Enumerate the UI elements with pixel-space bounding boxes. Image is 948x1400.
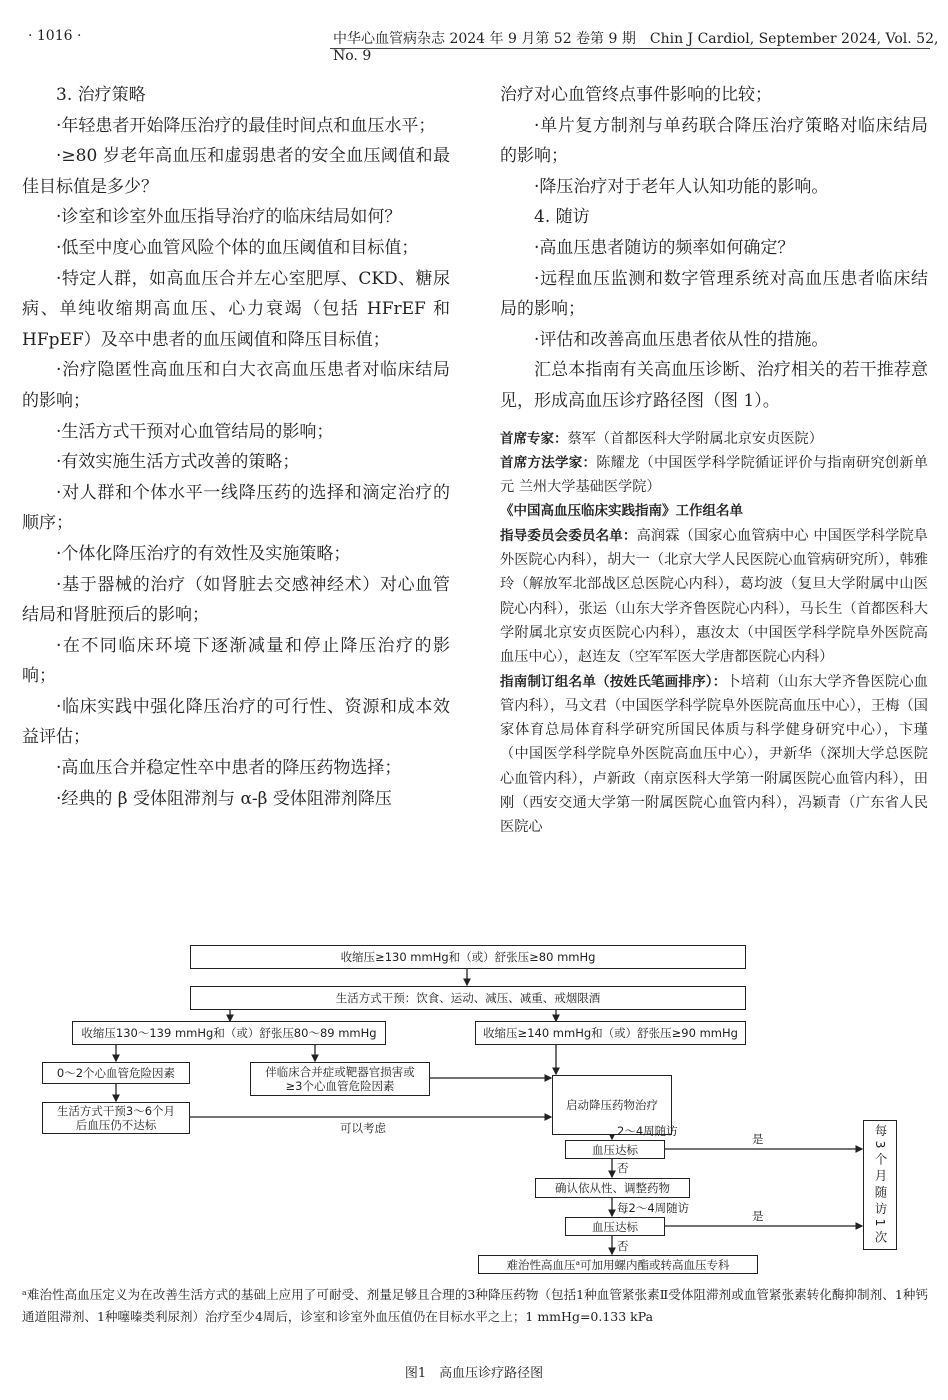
flow-box-bp-target-2: 血压达标 — [565, 1217, 665, 1236]
paragraph: ·对人群和个体水平一线降压药的选择和滴定治疗的顺序； — [22, 482, 450, 534]
paragraph: ·高血压患者随访的频率如何确定？ — [534, 237, 795, 258]
flow-label-no-1: 否 — [617, 1161, 629, 1175]
flow-box-quarterly-followup: 每3个月随访1次 — [863, 1120, 897, 1250]
paragraph: ·经典的 β 受体阻滞剂与 α-β 受体阻滞剂降压 — [56, 788, 392, 809]
paragraph: 3. 治疗策略 — [56, 85, 146, 105]
flow-box-high-risk: 伴临床合并症或靶器官损害或≥3个心血管危险因素 — [250, 1062, 430, 1096]
paragraph: 汇总本指南有关高血压诊断、治疗相关的若干推荐意见，形成高血压诊疗路径图（图 1）。 — [500, 360, 928, 411]
flow-box-bp-130-139: 收缩压130～139 mmHg和（或）舒张压80～89 mmHg — [72, 1021, 386, 1045]
paragraph: 治疗对心血管终点事件影响的比较； — [500, 85, 772, 105]
flow-box-bp-130-80: 收缩压≥130 mmHg和（或）舒张压≥80 mmHg — [190, 945, 746, 969]
flow-box-lifestyle: 生活方式干预：饮食、运动、减压、减重、戒烟限酒 — [190, 986, 746, 1010]
paragraph: ·低至中度心血管风险个体的血压阈值和目标值； — [56, 237, 419, 258]
paragraph: ·生活方式干预对心血管结局的影响； — [56, 421, 334, 442]
flow-label-followup-2: 每2～4周随访 — [617, 1201, 690, 1215]
flow-label-yes-1: 是 — [752, 1132, 764, 1146]
credit-text: 高润霖（国家心血管病中心 中国医学科学院阜外医院心内科），胡大一（北京大学人民医院心血管病研究所），韩雅玲（解放军北部战区总医院心内科），葛均波（复旦大学附属中山医院心内科），张运（山东大学齐鲁医院心内科），马长生（首都医科大学附属北京安贞医院心内科），惠汝太（中国医学科学院阜外医院高血压中心），赵连友（空军军医大学唐都医院心内科） — [500, 527, 928, 666]
flow-label-consider: 可以考虑 — [340, 1121, 386, 1135]
paragraph: ·年轻患者开始降压治疗的最佳时间点和血压水平； — [56, 115, 436, 136]
flow-box-lifestyle-failed: 生活方式干预3～6个月后血压仍不达标 — [42, 1102, 190, 1134]
flow-box-adherence: 确认依从性、调整药物 — [535, 1178, 690, 1198]
paragraph: ·特定人群，如高血压合并左心室肥厚、CKD、糖尿病、单纯收缩期高血压、心力衰竭（包括 HFrEF 和 HFpEF）及卒中患者的血压阈值和降压目标值； — [22, 268, 450, 350]
flow-box-start-drug: 启动降压药物治疗 — [552, 1075, 672, 1135]
credit-label: 指南制订组名单（按姓氏笔画排序）： — [500, 673, 727, 690]
page-number: · 1016 · — [28, 28, 82, 44]
paragraph: ·治疗隐匿性高血压和白大衣高血压患者对临床结局的影响； — [22, 360, 450, 411]
paragraph: ·有效实施生活方式改善的策略； — [56, 452, 300, 473]
paragraph: ·诊室和诊室外血压指导治疗的临床结局如何？ — [56, 207, 402, 228]
credit-text: 陈耀龙（中国医学科学院循证评价与指南研究创新单元 兰州大学基础医学院） — [500, 454, 928, 496]
paragraph: ·单片复方制剂与单药联合降压治疗策略对临床结局的影响； — [500, 115, 928, 167]
credit-text: 蔡军（首都医科大学附属北京安贞医院） — [567, 430, 823, 447]
credit-text: 卜培莉（山东大学齐鲁医院心血管内科），马文君（中国医学科学院阜外医院高血压中心），王梅（国家体育总局体育科学研究所国民体质与科学健身研究中心），卞瑾（中国医学科学院阜外医院高血压中心），尹新华（深圳大学总医院心血管内科），卢新政（南京医科大学第一附属医院心血管内科），田刚（西安交通大学第一附属医院心血管内科），冯颖青（广东省人民医院心 — [500, 673, 928, 836]
flow-box-bp-target-1: 血压达标 — [565, 1140, 665, 1159]
paragraph: ·基于器械的治疗（如肾脏去交感神经术）对心血管结局和肾脏预后的影响； — [22, 574, 450, 626]
paragraph: ·评估和改善高血压患者依从性的措施。 — [534, 329, 829, 350]
flow-label-followup-1: 2～4周随访 — [617, 1124, 678, 1138]
paragraph: ·高血压合并稳定性卒中患者的降压药物选择； — [56, 758, 402, 779]
paragraph: ·降压治疗对于老年人认知功能的影响。 — [534, 176, 829, 197]
paragraph: ·在不同临床环境下逐渐减量和停止降压治疗的影响； — [22, 635, 450, 687]
flow-label-no-2: 否 — [617, 1239, 629, 1253]
flow-box-low-risk: 0～2个心血管危险因素 — [42, 1062, 190, 1084]
running-header: 中华心血管病杂志 2024 年 9 月第 52 卷第 9 期 Chin J Cardiol, September 2024, Vol. 52, No. 9 — [333, 31, 939, 64]
credit-label: 指导委员会委员名单： — [500, 527, 637, 544]
figure-footnote: ᵃ难治性高血压定义为在改善生活方式的基础上应用了可耐受、剂量足够且合理的3种降压药物（包括1种血管紧张素Ⅱ受体阻滞剂或血管紧张素转化酶抑制剂、1种钙通道阻滞剂、1种噻嗪类利尿剂）治疗至少4周后，诊室和诊室外血压值仍在目标水平之上；1 mmHg=0.133 kPa — [22, 1287, 928, 1324]
flow-box-bp-140-90: 收缩压≥140 mmHg和（或）舒张压≥90 mmHg — [475, 1021, 746, 1045]
paragraph: ·个体化降压治疗的有效性及实施策略； — [56, 543, 351, 564]
flow-box-resistant: 难治性高血压ᵃ可加用螺内酯或转高血压专科 — [478, 1255, 758, 1274]
paragraph: ·临床实践中强化降压治疗的可行性、资源和成本效益评估； — [22, 696, 450, 748]
paragraph: 4. 随访 — [534, 207, 590, 228]
paragraph: ·≥80 岁老年高血压和虚弱患者的安全血压阈值和最佳目标值是多少？ — [22, 146, 450, 197]
flow-label-yes-2: 是 — [752, 1209, 764, 1223]
figure-caption: 图1 高血压诊疗路径图 — [404, 1366, 544, 1381]
credit-label: 《中国高血压临床实践指南》工作组名单 — [500, 503, 743, 520]
credit-label: 首席专家： — [500, 430, 568, 447]
credit-label: 首席方法学家： — [500, 454, 597, 471]
paragraph: ·远程血压监测和数字管理系统对高血压患者临床结局的影响； — [500, 268, 928, 320]
